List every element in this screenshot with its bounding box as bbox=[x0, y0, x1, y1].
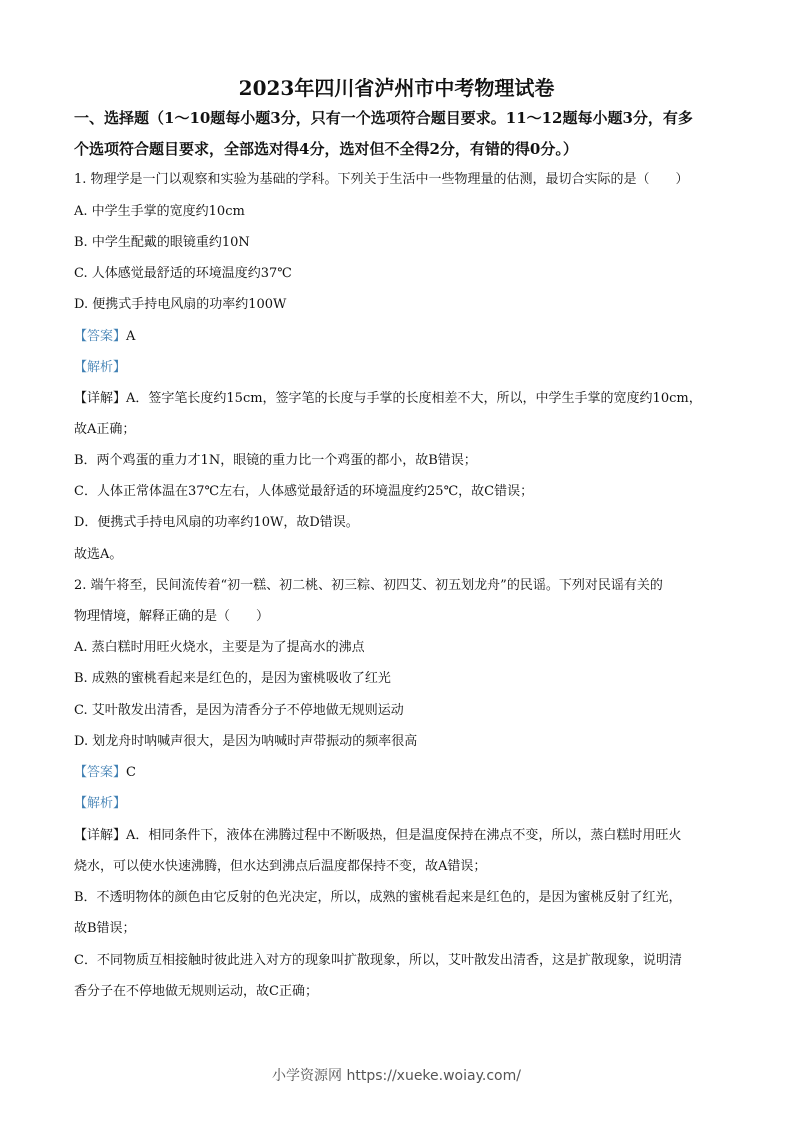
question-1-option-d: D. 便携式手持电风扇的功率约100W bbox=[74, 297, 287, 312]
question-1-option-a: A. 中学生手掌的宽度约10cm bbox=[74, 204, 245, 219]
question-2-detail-6: 香分子在不停地做无规则运动，故C正确； bbox=[74, 984, 318, 999]
question-2-detail-1 bbox=[74, 827, 681, 845]
question-1-detail-5: D．便携式手持电风扇的功率约10W，故D错误。 bbox=[74, 515, 359, 530]
question-1-answer bbox=[74, 328, 135, 346]
page-title: 2023年四川省泸州市中考物理试卷 bbox=[238, 76, 555, 100]
question-2-stem-1: 2. 端午将至，民间流传着“初一糕、初二桃、初三粽、初四艾、初五划龙舟”的民谣。下列对民谣有关的 bbox=[74, 578, 663, 593]
detail-label: 【详解】 bbox=[74, 391, 127, 406]
question-2-option-a: A. 蒸白糕时用旺火烧水，主要是为了提高水的沸点 bbox=[74, 640, 365, 655]
question-1-detail-4: C．人体正常体温在37℃左右，人体感觉最舒适的环境温度约25℃，故C错误； bbox=[74, 484, 534, 499]
question-2-detail-3: B．不透明物体的颜色由它反射的色光决定，所以，成熟的蜜桃看起来是红色的，是因为蜜桃反射了红光， bbox=[74, 890, 682, 905]
section-header-line-2: 个选项符合题目要求，全部选对得4分，选对但不全得2分，有错的得0分。） bbox=[74, 140, 578, 158]
question-1-option-c: C. 人体感觉最舒适的环境温度约37℃ bbox=[74, 266, 292, 281]
question-1-detail-1 bbox=[74, 390, 702, 408]
question-1-stem: 1. 物理学是一门以观察和实验为基础的学科。下列关于生活中一些物理量的估测，最切合实际的是（ ） bbox=[74, 172, 689, 187]
question-1-detail-2: 故A正确； bbox=[74, 422, 136, 437]
question-2-detail-2: 烧水，可以使水快速沸腾，但水达到沸点后温度都保持不变，故A错误； bbox=[74, 859, 487, 874]
question-2-answer bbox=[74, 764, 136, 782]
question-2-option-b: B. 成熟的蜜桃看起来是红色的，是因为蜜桃吸收了红光 bbox=[74, 671, 391, 686]
answer-value: C bbox=[126, 765, 136, 780]
question-1-detail-6: 故选A。 bbox=[74, 547, 123, 562]
question-2-detail-4: 故B错误； bbox=[74, 921, 136, 936]
question-2-option-d: D. 划龙舟时呐喊声很大，是因为呐喊时声带振动的频率很高 bbox=[74, 734, 418, 749]
answer-label: 【答案】 bbox=[74, 765, 127, 780]
detail-label: 【详解】 bbox=[74, 828, 127, 843]
question-1-option-b: B. 中学生配戴的眼镜重约10N bbox=[74, 235, 250, 250]
question-1-detail-3: B．两个鸡蛋的重力才1N，眼镜的重力比一个鸡蛋的都小，故B错误； bbox=[74, 453, 477, 468]
question-1-analysis-label: 【解析】 bbox=[74, 360, 127, 375]
detail-text: A．签字笔长度约15cm，签字笔的长度与手掌的长度相差不大，所以，中学生手掌的宽度约10cm， bbox=[126, 391, 702, 406]
question-2-analysis-label: 【解析】 bbox=[74, 796, 127, 811]
detail-text: A．相同条件下，液体在沸腾过程中不断吸热，但是温度保持在沸点不变，所以，蒸白糕时用旺火 bbox=[126, 828, 682, 843]
question-2-detail-5: C．不同物质互相接触时彼此进入对方的现象叫扩散现象，所以，艾叶散发出清香，这是扩散现象，说明清 bbox=[74, 953, 682, 968]
footer-watermark-link[interactable]: 小学资源网 https://xueke.woiay.com/ bbox=[272, 1068, 521, 1084]
answer-value: A bbox=[126, 329, 136, 344]
question-2-option-c: C. 艾叶散发出清香，是因为清香分子不停地做无规则运动 bbox=[74, 703, 404, 718]
question-2-stem-2: 物理情境，解释正确的是（ ） bbox=[74, 609, 270, 624]
answer-label: 【答案】 bbox=[74, 329, 127, 344]
section-header-line-1: 一、选择题（1～10题每小题3分，只有一个选项符合题目要求。11～12题每小题3分，有多 bbox=[74, 109, 693, 127]
